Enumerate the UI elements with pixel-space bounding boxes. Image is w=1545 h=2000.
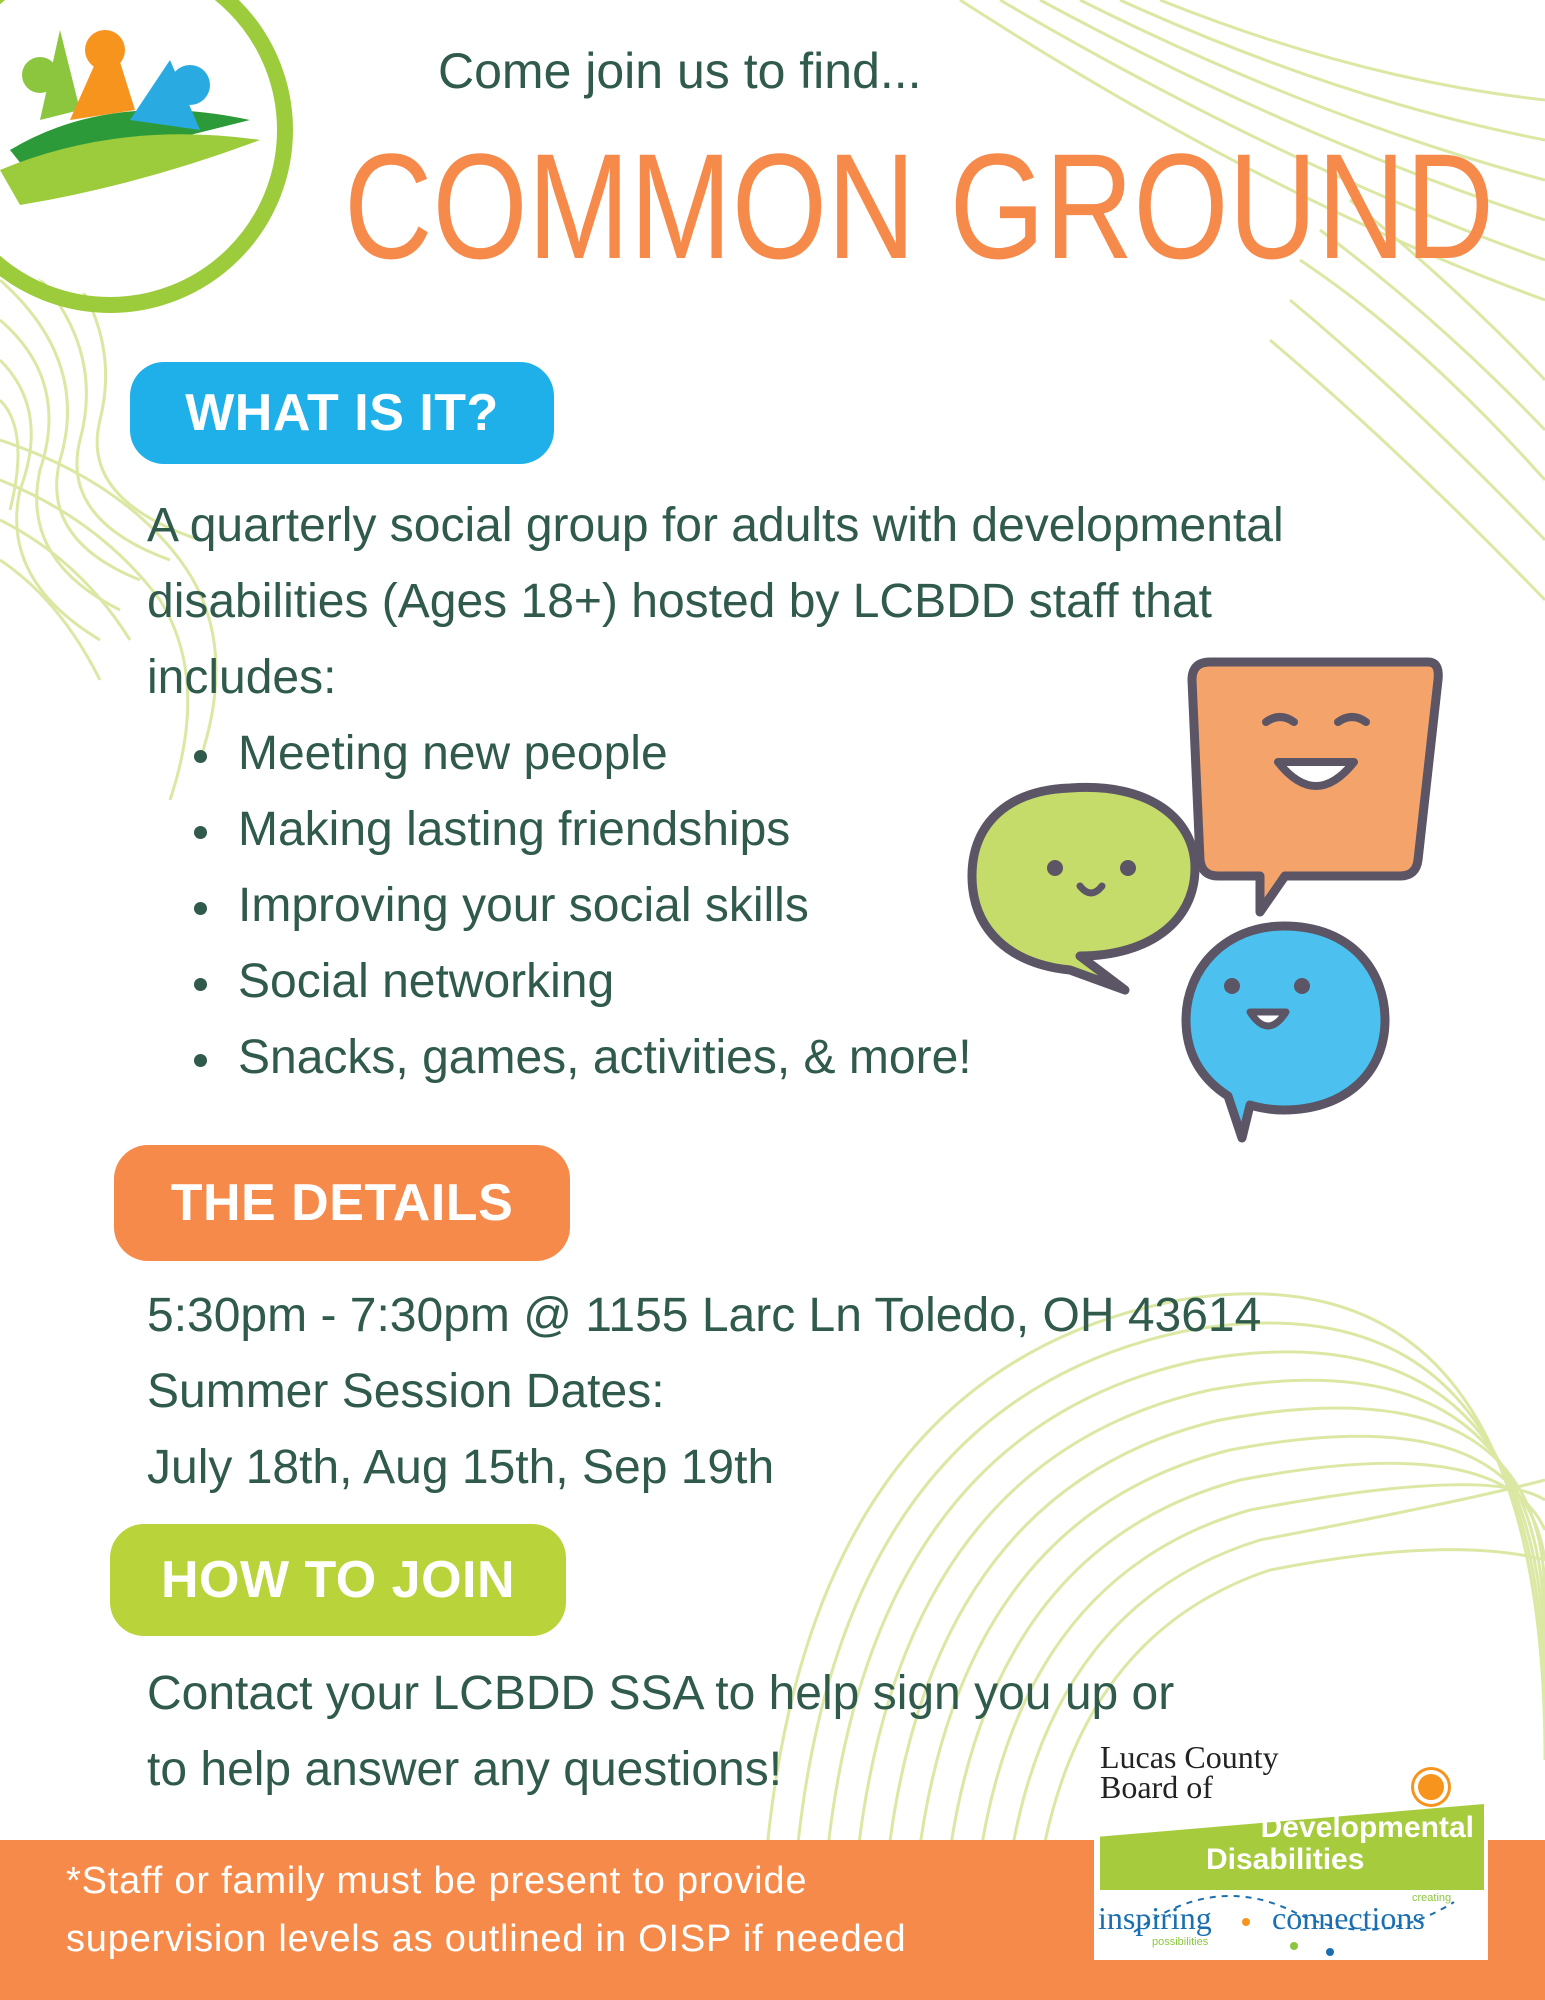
join-line-2: to help answer any questions! — [147, 1743, 783, 1796]
logo-line-lucas-county: Lucas County — [1100, 1739, 1279, 1775]
logo-line-board-of: Board of — [1100, 1769, 1213, 1805]
footer-note-line-2: supervision levels as outlined in OISP if needed — [66, 1918, 907, 1960]
community-logo-icon — [0, 0, 340, 330]
logo-tag-possibilities: possibilities — [1152, 1936, 1209, 1948]
page-title — [340, 118, 1500, 278]
list-item: Making lasting friendships — [188, 792, 972, 868]
what-is-it-heading: WHAT IS IT? — [130, 362, 554, 464]
speech-bubbles-icon — [960, 650, 1450, 1150]
how-to-join-heading: HOW TO JOIN — [110, 1524, 566, 1636]
session-dates: July 18th, Aug 15th, Sep 19th — [147, 1441, 775, 1494]
logo-dot-icon — [1414, 1770, 1448, 1804]
kicker-text: Come join us to find... — [438, 43, 922, 99]
logo-tag-inspiring: inspiring — [1098, 1900, 1212, 1936]
feature-list — [188, 716, 972, 1096]
join-line-1: Contact your LCBDD SSA to help sign you up or — [147, 1667, 1175, 1720]
footer-note — [66, 1852, 906, 1968]
list-item: Snacks, games, activities, & more! — [188, 1020, 972, 1096]
details-heading: THE DETAILS — [114, 1145, 570, 1261]
intro-text: A quarterly social group for adults with developmental disabilities (Ages 18+) hosted by LCBDD staff that includes: — [147, 499, 1284, 704]
page-title-text: COMMON GROUND — [344, 122, 1494, 278]
footer-note-line-1: *Staff or family must be present to provide — [66, 1860, 808, 1902]
logo-line-developmental: Developmental — [1260, 1811, 1474, 1844]
logo-line-disabilities: Disabilities — [1206, 1843, 1365, 1876]
list-item: Meeting new people — [188, 716, 972, 792]
logo-tag-connections: connections — [1272, 1900, 1425, 1936]
time-location: 5:30pm - 7:30pm @ 1155 Larc Ln Toledo, OH 43614 — [147, 1289, 1262, 1342]
list-item: Improving your social skills — [188, 868, 972, 944]
details-text — [147, 1278, 1545, 1506]
lcbdd-logo — [1094, 1739, 1488, 1960]
session-label: Summer Session Dates: — [147, 1365, 665, 1418]
logo-tag-creating: creating — [1412, 1892, 1452, 1904]
list-item: Social networking — [188, 944, 972, 1020]
